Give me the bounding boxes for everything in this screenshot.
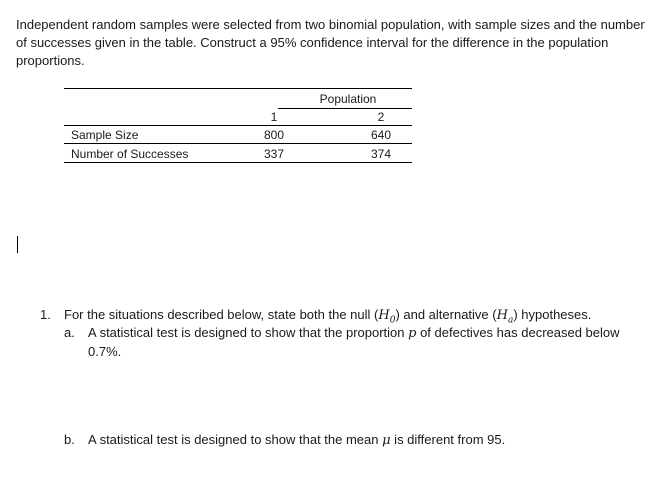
question-1-text: For the situations described below, state both the null $(H_0)$ and alternative $(H_a)$ hypotheses. [64, 307, 592, 326]
row-label-successes: Number of Successes [71, 147, 189, 161]
column-header-2: 2 [377, 110, 385, 124]
subquestion-b-label: b. [64, 432, 75, 447]
subquestion-a-label: a. [64, 325, 75, 340]
mu-symbol: μ [382, 433, 391, 448]
subquestion-b-text: A statistical test is designed to show that the mean μ is different from 95. [88, 432, 506, 448]
row-label-sample-size: Sample Size [71, 128, 139, 142]
cell-sample-size-2: 640 [370, 128, 392, 142]
cell-successes-2: 374 [370, 147, 392, 161]
column-header-1: 1 [270, 110, 278, 124]
cell-sample-size-1: 800 [263, 128, 285, 142]
column-header-rule [64, 125, 412, 126]
problem-statement: Independent random samples were selected from two binomial population, with sample sizes and the number of successes given in the table. Construct a 95% confidence interval for the difference in the population proportions. [16, 17, 645, 68]
table-top-rule [64, 88, 412, 89]
ha-symbol: $H_a$ [496, 308, 514, 326]
table-bottom-rule [64, 162, 412, 163]
population-header: Population [319, 92, 377, 106]
subquestion-a-text: A statistical test is designed to show that the proportion p of defectives has decreased below 0.7%. [88, 325, 620, 359]
p-symbol: p [408, 326, 417, 341]
cell-successes-1: 337 [263, 147, 285, 161]
h0-symbol: $H_0$ [378, 308, 396, 326]
text-cursor[interactable] [17, 236, 18, 253]
row-rule [64, 143, 412, 144]
question-number: 1. [40, 307, 51, 322]
